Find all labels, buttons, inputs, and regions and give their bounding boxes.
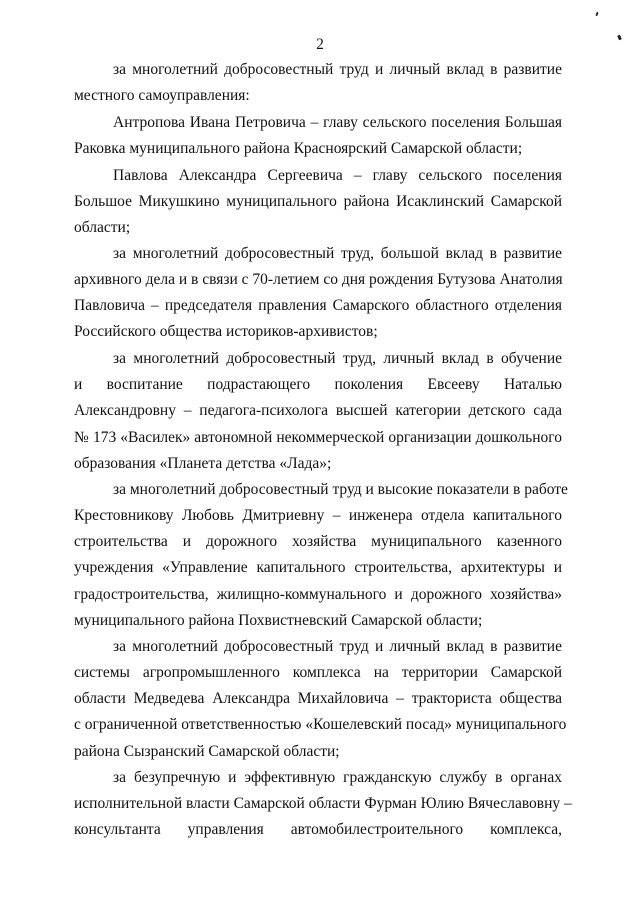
body-line: консультанта управления автомобилестроительного комплекса, [74, 821, 562, 838]
body-line: Российского общества историков-архивистов; [74, 323, 378, 340]
body-line: Александровну – педагога-психолога высшей категории детского сада [74, 402, 562, 419]
body-line: за многолетний добросовестный труд и высокие показатели в работе [113, 481, 568, 498]
body-line: за многолетний добросовестный труд, большой вклад в развитие [113, 245, 562, 262]
body-line: архивного дела и в связи с 70-летием со дня рождения Бутузова Анатолия [74, 271, 563, 288]
body-line: за многолетний добросовестный труд, личный вклад в обучение [113, 350, 562, 367]
body-line: учреждения «Управление капитального строительства, архитектуры и [74, 559, 562, 576]
body-line: № 173 «Василек» автономной некоммерческой организации дошкольного [74, 429, 562, 446]
body-line: с ограниченной ответственностью «Кошелевский посад» муниципального [74, 716, 567, 733]
body-line: области; [74, 219, 131, 236]
body-line: местного самоуправления: [74, 87, 250, 104]
body-line: Павловича – председателя правления Самарского областного отделения [74, 297, 562, 314]
body-line: Антропова Ивана Петровича – главу сельского поселения Большая [113, 114, 562, 131]
body-line: за многолетний добросовестный труд и личный вклад в развитие [113, 638, 562, 655]
scan-speck [595, 12, 598, 16]
body-line: муниципального района Похвистневский Самарской области; [74, 612, 483, 629]
body-line: района Сызранский Самарской области; [74, 743, 340, 760]
body-line: области Медведева Александра Михайловича – тракториста общества [74, 690, 562, 707]
body-line: Крестовникову Любовь Дмитриевну – инженера отдела капитального [74, 507, 562, 524]
body-line: Павлова Александра Сергеевича – главу сельского поселения [113, 167, 562, 184]
body-line: Большое Микушкино муниципального района Исаклинский Самарской [74, 193, 562, 210]
body-line: строительства и дорожного хозяйства муниципального казенного [74, 533, 562, 550]
body-line: системы агропромышленного комплекса на территории Самарской [74, 664, 562, 681]
page-number: 2 [316, 36, 324, 53]
body-line: исполнительной власти Самарской области Фурман Юлию Вячеславовну – [74, 795, 572, 812]
body-line: за многолетний добросовестный труд и личный вклад в развитие [113, 61, 562, 78]
body-line: градостроительства, жилищно-коммунального и дорожного хозяйства» [74, 586, 562, 603]
body-line: и воспитание подрастающего поколения Евсееву Наталью [74, 376, 562, 393]
body-line: образования «Планета детства «Лада»; [74, 455, 332, 472]
body-line: Раковка муниципального района Красноярский Самарской области; [74, 140, 523, 157]
body-line: за безупречную и эффективную гражданскую службу в органах [113, 769, 562, 786]
